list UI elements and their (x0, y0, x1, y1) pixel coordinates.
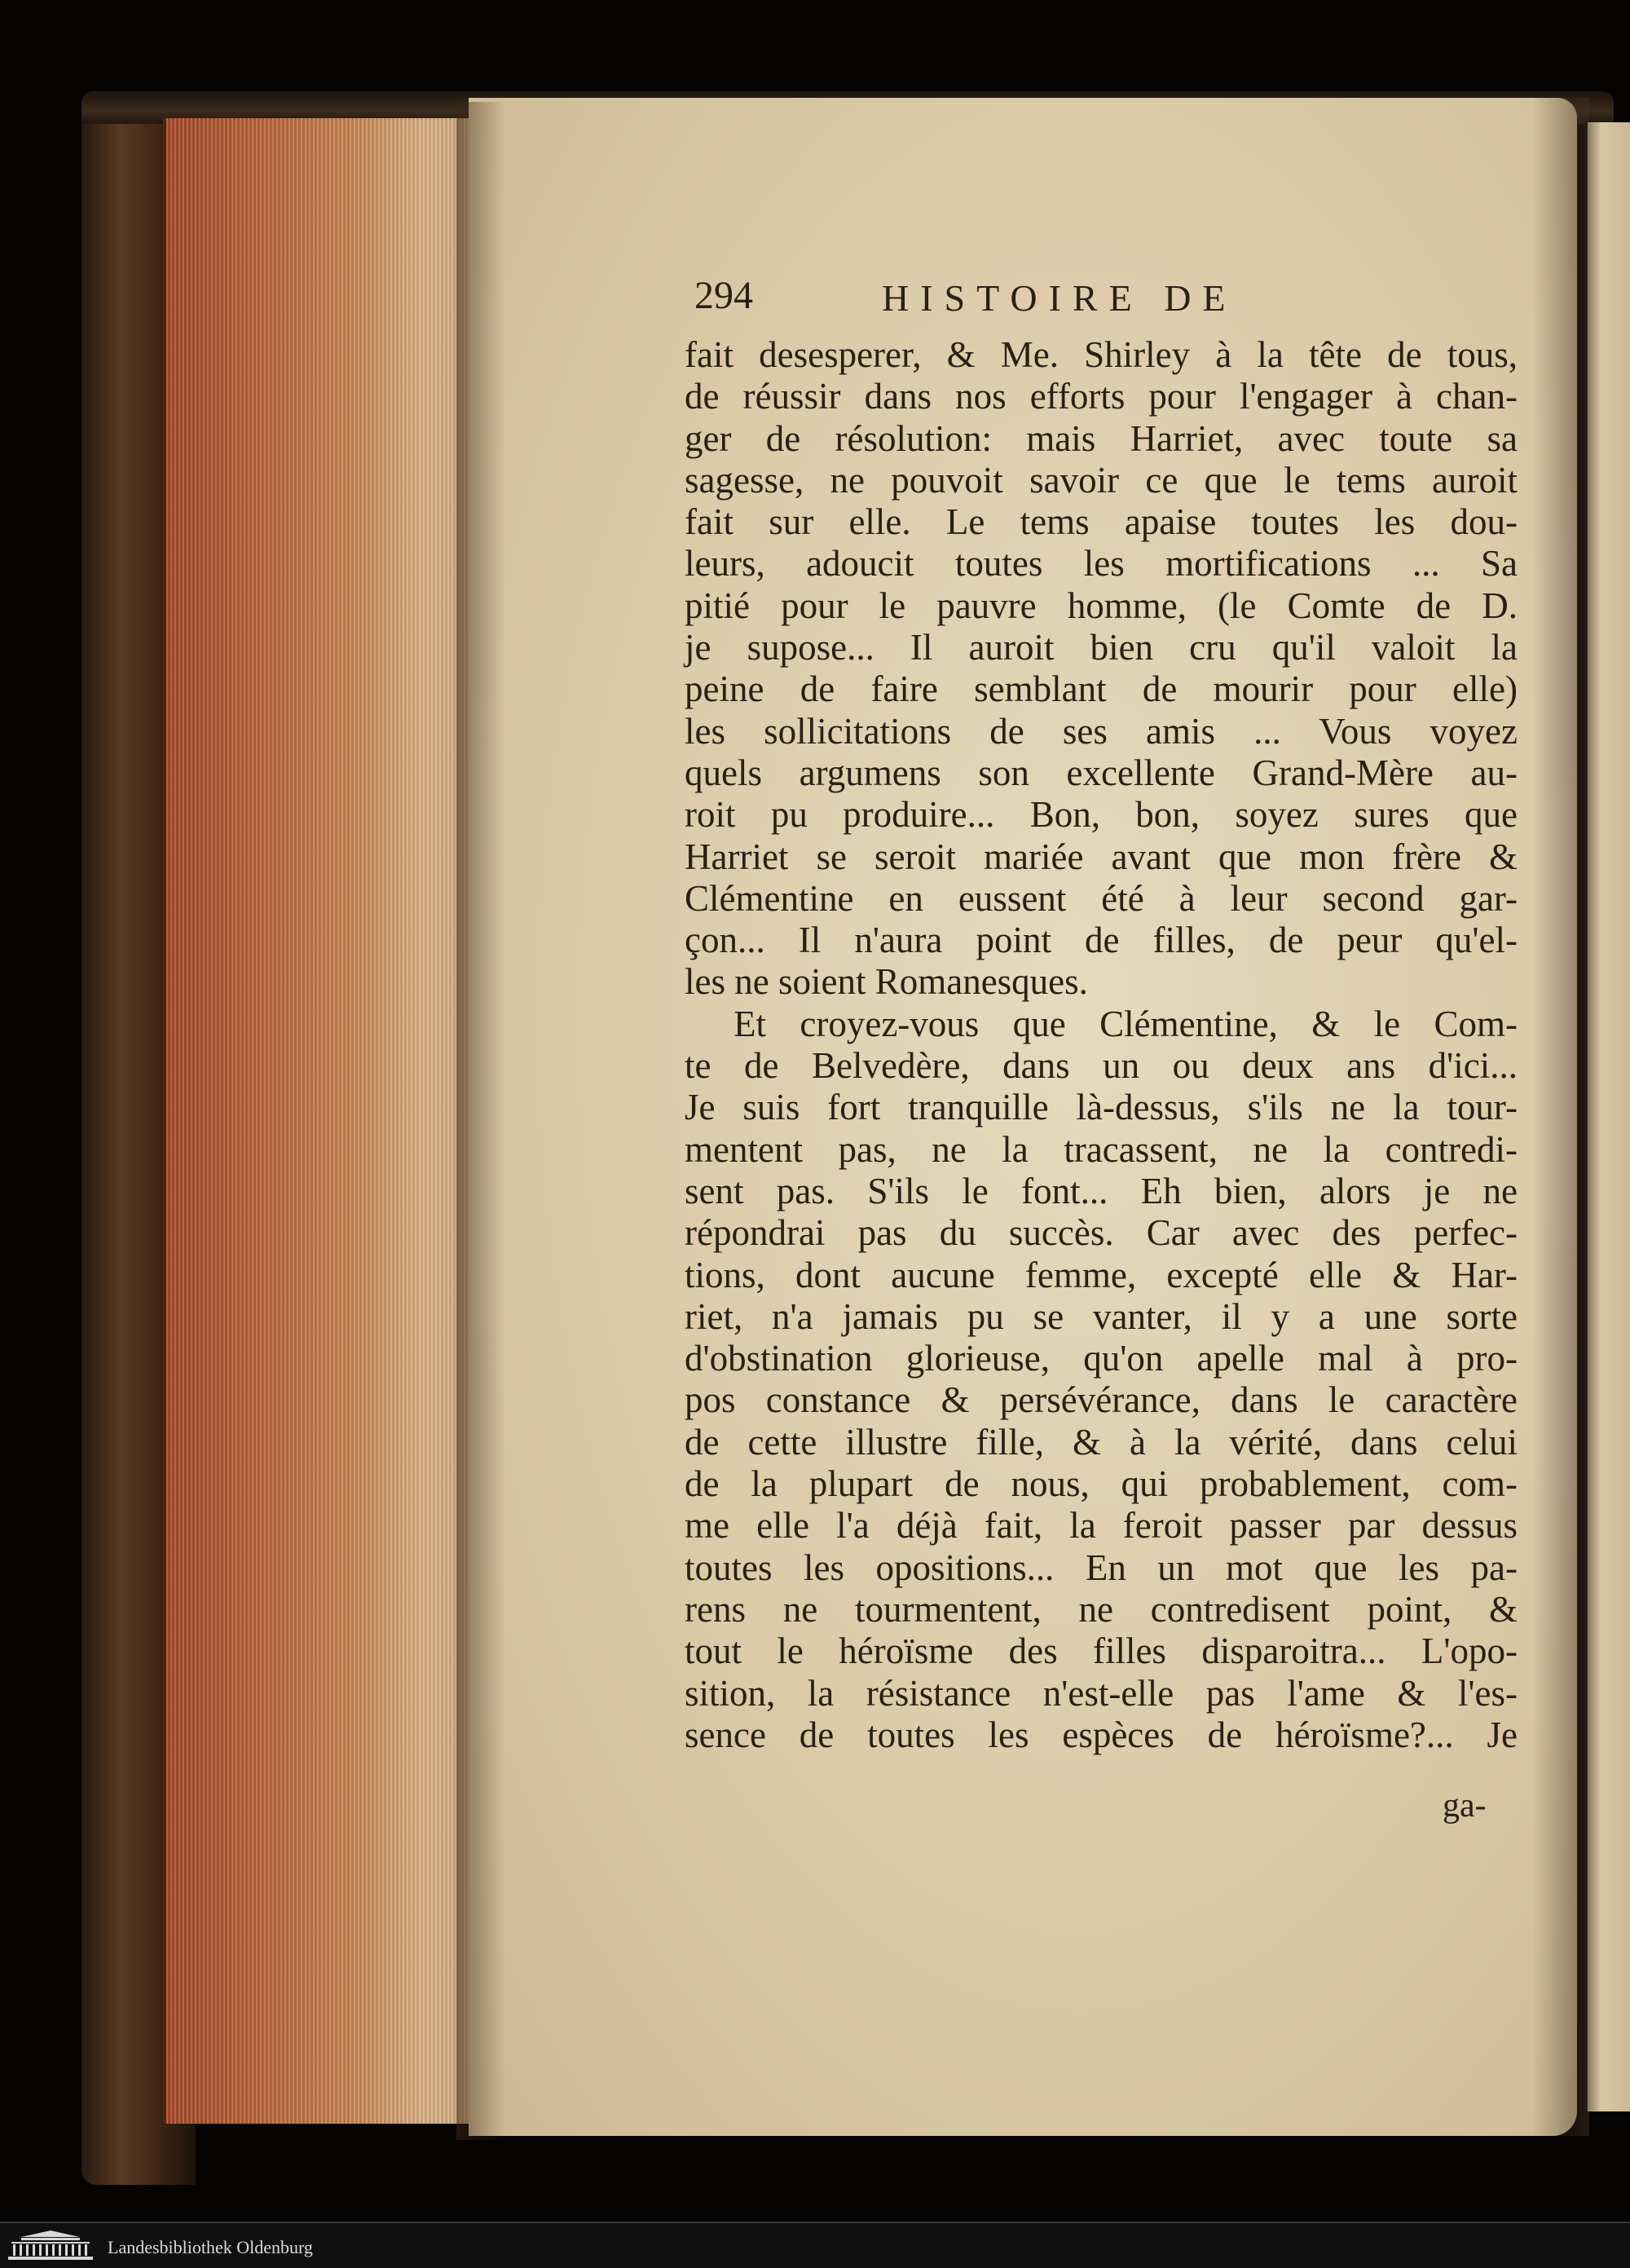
text-line: çon... Il n'aura point de filles, de peur qu'el- (685, 920, 1518, 961)
library-building-icon (5, 2229, 96, 2261)
text-line: les ne soient Romanesques. (685, 961, 1088, 1003)
page-number: 294 (694, 274, 753, 317)
text-line: de la plupart de nous, qui probablement, com- (685, 1463, 1518, 1505)
text-line: leurs, adoucit toutes les mortifications ... Sa (685, 543, 1518, 585)
text-line: roit pu produire... Bon, bon, soyez sures que (685, 794, 1518, 836)
footer-bar (0, 2222, 1630, 2268)
text-line: sence de toutes les espèces de héroïsme?... Je (685, 1714, 1518, 1755)
text-line: tout le héroïsme des filles disparoitra... L'opo- (685, 1630, 1518, 1672)
text-line: fait desesperer, & Me. Shirley à la tête de tous, (685, 334, 1518, 375)
text-line: pos constance & persévérance, dans le caractère (685, 1379, 1518, 1421)
spine-shadow (1532, 98, 1589, 2136)
text-line: tions, dont aucune femme, excepté elle & Har- (685, 1254, 1518, 1295)
text-line: pitié pour le pauvre homme, (le Comte de D. (685, 585, 1518, 626)
text-line: Harriet se seroit mariée avant que mon frère & (685, 836, 1518, 877)
running-head (694, 273, 1330, 330)
text-line: les sollicitations de ses amis ... Vous voyez (685, 710, 1518, 752)
text-line: ger de résolution: mais Harriet, avec toute sa (685, 417, 1518, 459)
text-line: répondrai pas du succès. Car avec des perfec- (685, 1212, 1518, 1254)
text-line: mentent pas, ne la tracassent, ne la contredi- (685, 1128, 1518, 1170)
text-line: sagesse, ne pouvoit savoir ce que le tems auroit (685, 459, 1518, 501)
text-line: de réussir dans nos efforts pour l'engager à chan- (685, 376, 1518, 417)
text-line: sition, la résistance n'est-elle pas l'ame & l'es- (685, 1672, 1518, 1714)
running-head-title: HISTOIRE DE (882, 277, 1237, 319)
text-line: fait sur elle. Le tems apaise toutes les dou- (685, 501, 1518, 543)
facing-page-edge (1585, 122, 1630, 2111)
catchword: ga- (1443, 1787, 1487, 1825)
page-text (685, 334, 1518, 1756)
text-line: te de Belvedère, dans un ou deux ans d'ici... (685, 1045, 1518, 1087)
text-line: Clémentine en eussent été à leur second gar- (685, 877, 1518, 919)
library-name: Landesbibliothek Oldenburg (108, 2237, 313, 2257)
text-line: de cette illustre fille, & à la vérité, dans celui (685, 1421, 1518, 1463)
text-line: Et croyez-vous que Clémentine, & le Com- (734, 1003, 1518, 1044)
text-line: sent pas. S'ils le font... Eh bien, alors je ne (685, 1170, 1518, 1211)
text-line: riet, n'a jamais pu se vanter, il y a une sorte (685, 1295, 1518, 1337)
gutter-shadow (456, 102, 505, 2140)
text-line: toutes les opositions... En un mot que les pa- (685, 1547, 1518, 1588)
text-line: me elle l'a déjà fait, la feroit passer par dessus (685, 1505, 1518, 1547)
page-block-edges (163, 118, 476, 2124)
text-line: je supose... Il auroit bien cru qu'il valoit la (685, 627, 1518, 668)
text-line: d'obstination glorieuse, qu'on apelle mal à pro- (685, 1338, 1518, 1379)
text-line: Je suis fort tranquille là-dessus, s'ils ne la tour- (685, 1087, 1518, 1128)
text-line: quels argumens son excellente Grand-Mère au- (685, 752, 1518, 793)
text-line: peine de faire semblant de mourir pour elle) (685, 668, 1518, 710)
text-line: rens ne tourmentent, ne contredisent point, & (685, 1588, 1518, 1630)
